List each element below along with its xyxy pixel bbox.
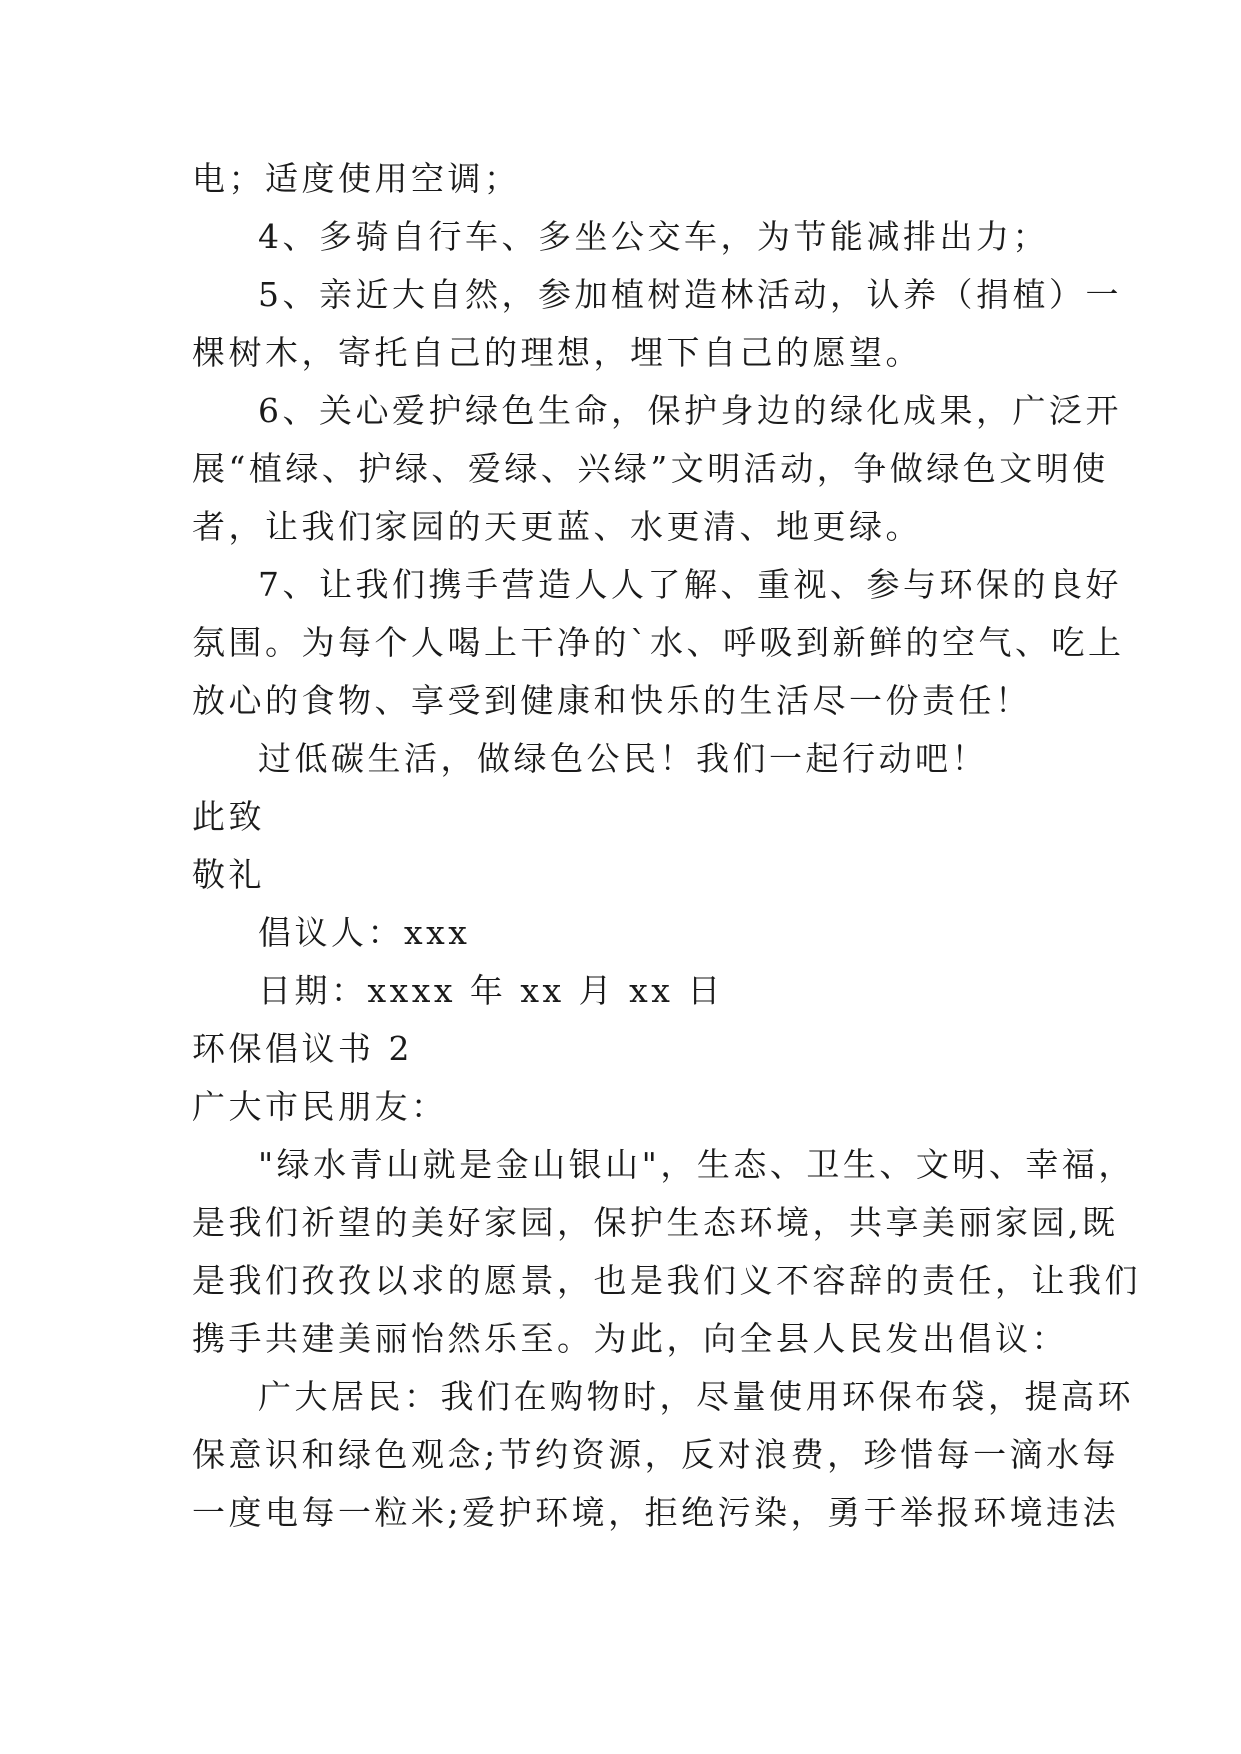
document-body <box>192 150 1141 1542</box>
text-line: 者，让我们家园的天更蓝、水更清、地更绿。 <box>192 507 922 546</box>
text-line: 氛围。为每个人喝上干净的`水、呼吸到新鲜的空气、吃上 <box>192 623 1125 662</box>
text-line: 是我们孜孜以求的愿景，也是我们义不容辞的责任，让我们 <box>192 1261 1141 1300</box>
text-line: 棵树木，寄托自己的理想，埋下自己的愿望。 <box>192 333 922 372</box>
text-line: 电；适度使用空调； <box>192 159 521 198</box>
text-line: 广大居民：我们在购物时，尽量使用环保布袋，提高环 <box>258 1377 1134 1416</box>
text-line: 5、亲近大自然，参加植树造林活动，认养（捐植）一 <box>258 275 1122 314</box>
closing-slogan: 过低碳生活，做绿色公民！我们一起行动吧！ <box>258 739 988 778</box>
text-line: 展“植绿、护绿、爱绿、兴绿”文明活动，争做绿色文明使 <box>192 449 1109 488</box>
text-line: 是我们祈望的美好家园，保护生态环境，共享美丽家园,既 <box>192 1203 1119 1242</box>
salutation-ci-zhi: 此致 <box>192 797 265 836</box>
text-line: 保意识和绿色观念;节约资源，反对浪费，珍惜每一滴水每 <box>192 1435 1120 1474</box>
text-line: 放心的食物、享受到健康和快乐的生活尽一份责任！ <box>192 681 1032 720</box>
text-line: 7、让我们携手营造人人了解、重视、参与环保的良好 <box>258 565 1122 604</box>
text-line: 一度电每一粒米;爱护环境，拒绝污染，勇于举报环境违法 <box>192 1493 1120 1532</box>
text-line: 4、多骑自行车、多坐公交车，为节能减排出力； <box>258 217 1049 256</box>
proposer-line: 倡议人：xxx <box>258 913 471 952</box>
greeting-line: 广大市民朋友： <box>192 1087 448 1126</box>
text-line: 6、关心爱护绿色生命，保护身边的绿化成果，广泛开 <box>258 391 1122 430</box>
text-line: "绿水青山就是金山银山"，生态、卫生、文明、幸福， <box>258 1145 1135 1184</box>
date-line: 日期：xxxx 年 xx 月 xx 日 <box>258 971 724 1010</box>
section-title: 环保倡议书 2 <box>192 1029 413 1068</box>
text-line: 携手共建美丽怡然乐至。为此，向全县人民发出倡议： <box>192 1319 1068 1358</box>
salutation-jing-li: 敬礼 <box>192 855 265 894</box>
